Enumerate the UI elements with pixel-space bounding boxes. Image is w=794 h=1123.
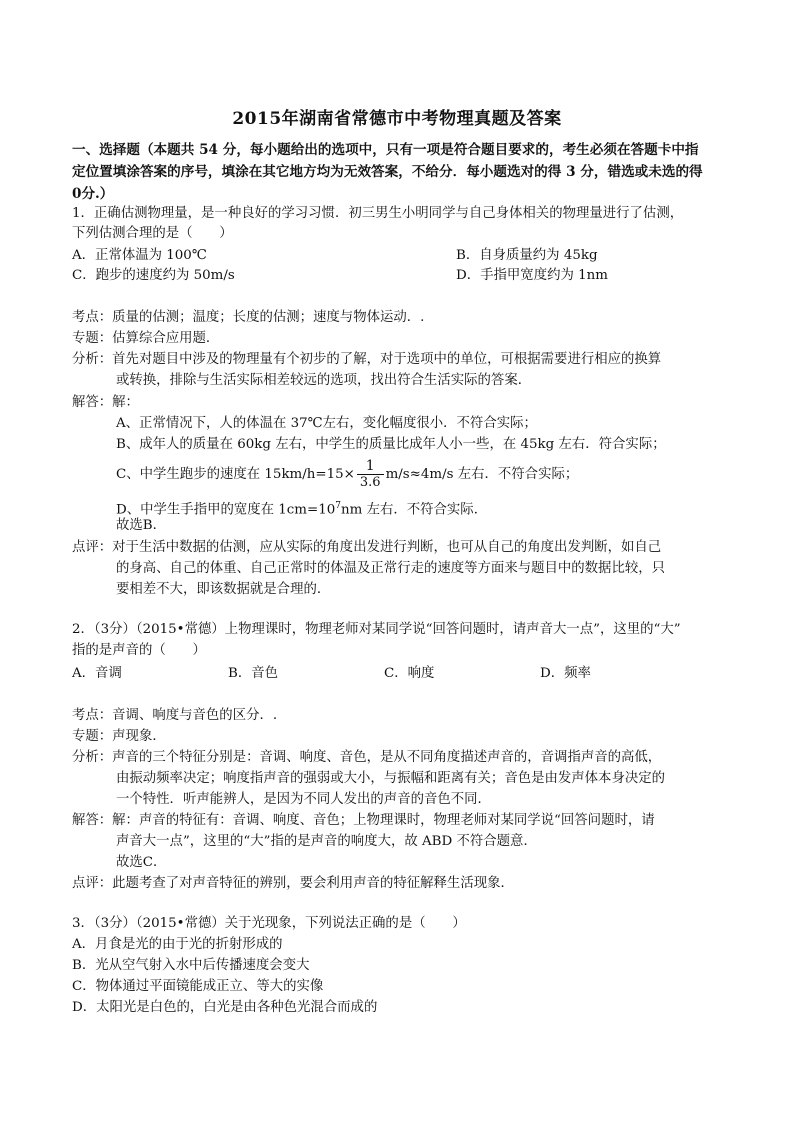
q1-jieda-a: A、正常情况下，人的体温在 37℃左右，变化幅度很小．不符合实际； (116, 416, 537, 431)
jieda-d-exponent: 7 (335, 501, 341, 511)
q2-kaodian (72, 706, 277, 726)
jieda-c-pre: C、中学生跑步的速度在 15km/h=15× (116, 467, 355, 482)
fenxi-text-1: 首先对题目中涉及的物理量有个初步的了解，对于选项中的单位，可根据需要进行相应的换算 (112, 352, 662, 367)
dianping-text-1: 对于生活中数据的估测，应从实际的角度出发进行判断，也可从自己的角度出发判断，如自己 (112, 540, 662, 555)
q1-kaodian (72, 308, 424, 328)
jieda-text-0: 解： (112, 395, 139, 410)
zhuanti-label: 专题： (72, 331, 113, 346)
q2-fenxi (72, 748, 661, 768)
q1-stem-line-1: 1．正确估测物理量，是一种良好的学习习惯．初三男生小明同学与自己身体相关的物理量进行了估测， (72, 206, 684, 221)
dianping-label: 点评： (72, 540, 113, 555)
q1-option-a: A．正常体温为 100℃ (72, 248, 207, 263)
fenxi-label: 分析： (72, 352, 113, 367)
q1-options-row-2 (72, 266, 722, 286)
jieda-d-pre: D、中学生手指甲的宽度在 1cm=10 (116, 502, 336, 518)
q1-zhuanti (72, 329, 219, 349)
fenxi-text-1: 声音的三个特征分别是：音调、响度、音色，是从不同角度描述声音的，音调指声音的高低， (112, 750, 662, 765)
q2-stem-line-2: 指的是声音的（ ） (72, 643, 206, 658)
zhuanti-text: 声现象． (112, 729, 166, 744)
fenxi-label: 分析： (72, 750, 113, 765)
jieda-d-post: nm 左右．不符合实际． (341, 502, 488, 518)
q1-jieda (72, 393, 139, 413)
q2-zhuanti (72, 727, 166, 747)
q1-option-c: C．跑步的速度约为 50m/s (72, 268, 235, 283)
q1-options-row-1 (72, 246, 722, 266)
q1-dianping-line-2: 的身高、自己的体重、自己正常时的体温及正常行走的速度等方面来与题目中的数据比较，只 (116, 561, 666, 576)
q2-option-d: D．频率 (540, 666, 591, 681)
zhuanti-label: 专题： (72, 729, 113, 744)
section-header-line-3: 0分.） (72, 186, 114, 202)
jieda-c-post: m/s≈4m/s 左右．不符合实际； (385, 467, 579, 482)
jieda-label: 解答： (72, 813, 113, 828)
jieda-label: 解答： (72, 395, 113, 410)
q2-fenxi-line-3: 一个特性．听声能辨人，是因为不同人发出的声音的音色不同． (116, 792, 491, 807)
q2-option-b: B．音色 (228, 666, 279, 681)
q2-answer: 故选C． (116, 855, 167, 870)
kaodian-label: 考点： (72, 310, 113, 325)
page-title: 2015年湖南省常德市中考物理真题及答案 (232, 109, 562, 129)
dianping-text-1: 此题考查了对声音特征的辨别，要会利用声音的特征解释生活现象． (112, 876, 514, 891)
fraction (357, 458, 384, 491)
q1-dianping-line-3: 要相差不大，即该数据就是合理的． (116, 582, 331, 597)
q3-option-d: D．太阳光是白色的，白光是由各种色光混合而成的 (72, 1000, 378, 1015)
q1-option-d: D．手指甲宽度约为 1nm (456, 268, 608, 283)
q1-fenxi-line-2: 或转换，排除与生活实际相差较远的选项，找出符合生活实际的答案． (116, 373, 532, 388)
fraction-numerator: 1 (357, 458, 384, 475)
q2-option-c: C．响度 (384, 666, 435, 681)
q1-stem-line-2: 下列估测合理的是（ ） (72, 226, 233, 241)
q1-jieda-b: B、成年人的质量在 60kg 左右，中学生的质量比成年人小一些，在 45kg 左右．符合实际； (116, 437, 666, 452)
section-header-line-1: 一、选择题（本题共 54 分，每小题给出的选项中，只有一项是符合题目要求的，考生必须在答题卡中指 (72, 142, 699, 158)
q2-stem-line-1: 2．（3分）（2015•常德）上物理课时，物理老师对某同学说“回答问题时，请声音大一点”，这里的“大” (72, 622, 681, 637)
q2-jieda (72, 811, 655, 831)
fraction-denominator: 3.6 (359, 475, 381, 490)
zhuanti-text: 估算综合应用题． (112, 331, 220, 346)
q1-jieda-c (116, 458, 578, 491)
kaodian-text: 质量的估测；温度；长度的估测；速度与物体运动．. (112, 310, 425, 325)
q3-option-c: C．物体通过平面镜能成正立、等大的实像 (72, 979, 324, 994)
kaodian-text: 音调、响度与音色的区分．. (112, 708, 278, 723)
q1-answer: 故选B． (116, 518, 167, 533)
q2-fenxi-line-2: 由振动频率决定；响度指声音的强弱或大小，与振幅和距离有关；音色是由发声体本身决定的 (116, 771, 666, 786)
q1-fenxi (72, 350, 661, 370)
q3-option-a: A．月食是光的由于光的折射形成的 (72, 937, 283, 952)
q1-dianping (72, 538, 661, 558)
dianping-label: 点评： (72, 876, 113, 891)
q3-stem-line-1: 3．（3分）（2015•常德）关于光现象，下列说法正确的是（ ） (72, 916, 466, 931)
q2-option-a: A．音调 (72, 666, 122, 681)
q2-jieda-line-2: 声音大一点”，这里的“大”指的是声音的响度大，故 ABD 不符合题意． (116, 834, 537, 849)
q1-jieda-d (116, 496, 487, 520)
kaodian-label: 考点： (72, 708, 113, 723)
q1-option-b: B．自身质量约为 45kg (456, 248, 598, 263)
q3-option-b: B．光从空气射入水中后传播速度会变大 (72, 958, 310, 973)
q2-dianping (72, 874, 514, 894)
jieda-text-1: 解：声音的特征有：音调、响度、音色；上物理课时，物理老师对某同学说“回答问题时，请 (112, 813, 655, 828)
section-header-line-2: 定位置填涂答案的序号，填涂在其它地方均为无效答案，不给分．每小题选对的得 3 分，错选或未选的得 (72, 164, 703, 180)
